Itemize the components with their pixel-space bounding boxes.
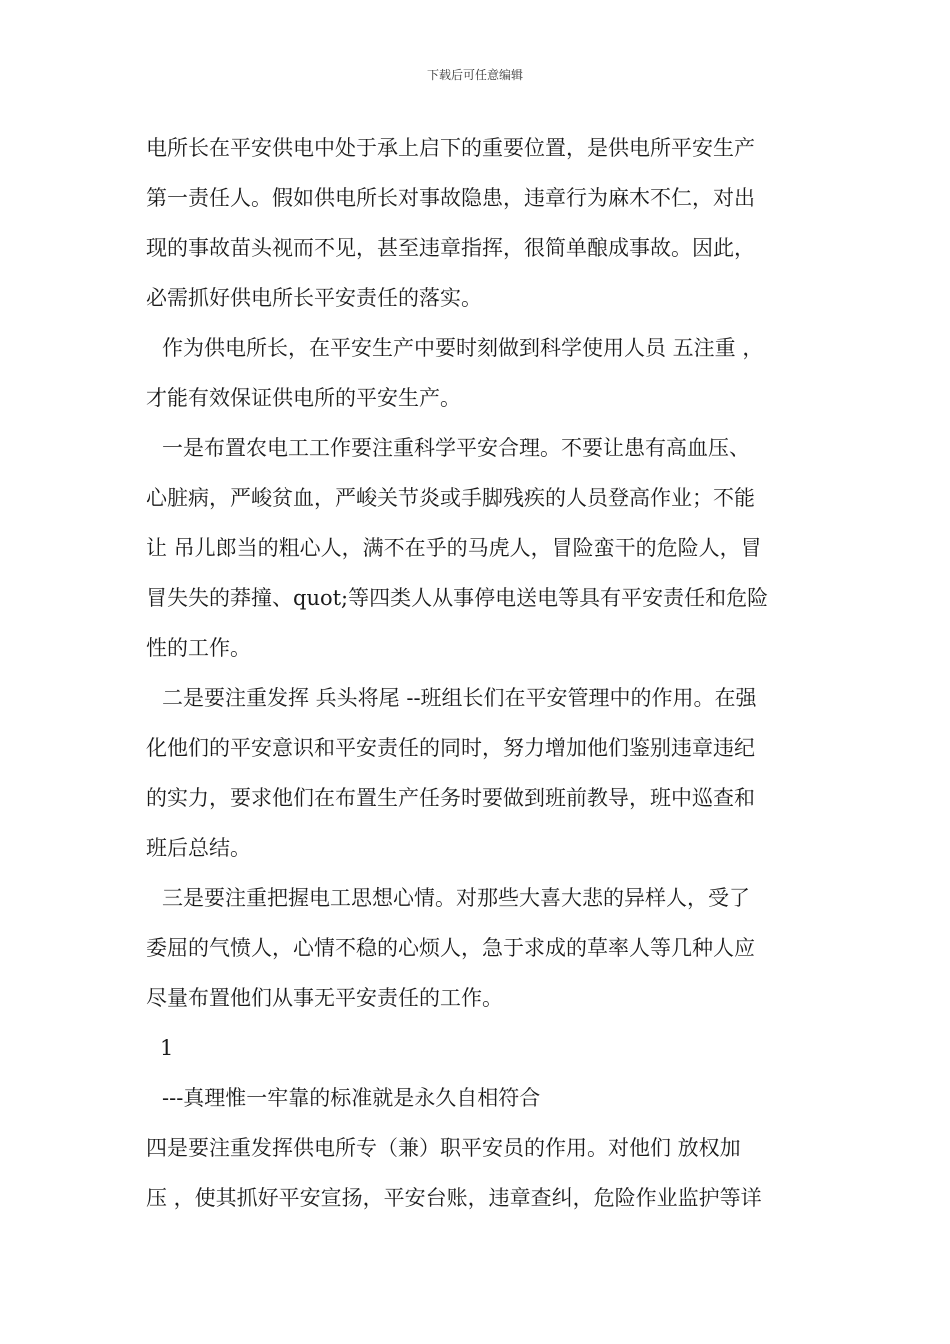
- text-line: 委屈的气愤人，心情不稳的心烦人，急于求成的草率人等几种人应: [146, 936, 755, 960]
- text-line: 班后总结。: [146, 836, 251, 860]
- text-line: 现的事故苗头视而不见，甚至违章指挥，很简单酿成事故。因此，: [146, 236, 755, 260]
- text-line: 作为供电所长，在平安生产中要时刻做到科学使用人员 五注重 ，: [162, 336, 764, 360]
- text-line: 必需抓好供电所长平安责任的落实。: [146, 286, 482, 310]
- text-line: 冒失失的莽撞、quot;等四类人从事停电送电等具有平安责任和危险: [146, 586, 769, 610]
- text-line: 性的工作。: [146, 636, 251, 660]
- text-line: 才能有效保证供电所的平安生产。: [146, 386, 461, 410]
- text-line: 压 ，使其抓好平安宣扬，平安台账，违章查纠，危险作业监护等详: [146, 1186, 762, 1210]
- page-header: 下载后可任意编辑: [426, 68, 523, 82]
- page-number: 1: [160, 1036, 174, 1060]
- text-line: 第一责任人。假如供电所长对事故隐患，违章行为麻木不仁，对出: [146, 186, 755, 210]
- text-line: 三是要注重把握电工思想心情。对那些大喜大悲的异样人，受了: [162, 886, 750, 910]
- text-line: 二是要注重发挥 兵头将尾 --班组长们在平安管理中的作用。在强: [162, 686, 757, 710]
- text-line: 尽量布置他们从事无平安责任的工作。: [146, 986, 503, 1010]
- text-line: 化他们的平安意识和平安责任的同时，努力增加他们鉴别违章违纪: [146, 736, 755, 760]
- text-line: 的实力，要求他们在布置生产任务时要做到班前教导，班中巡查和: [146, 786, 755, 810]
- text-line: 四是要注重发挥供电所专（兼）职平安员的作用。对他们 放权加: [146, 1136, 741, 1160]
- text-line: ---真理惟一牢靠的标准就是永久自相符合: [162, 1086, 541, 1110]
- text-line: 一是布置农电工工作要注重科学平安合理。不要让患有高血压、: [162, 436, 750, 460]
- text-line: 让 吊儿郎当的粗心人，满不在乎的马虎人，冒险蛮干的危险人，冒: [146, 536, 762, 560]
- text-line: 电所长在平安供电中处于承上启下的重要位置，是供电所平安生产: [146, 136, 755, 160]
- text-line: 心脏病，严峻贫血，严峻关节炎或手脚残疾的人员登高作业；不能: [146, 486, 755, 510]
